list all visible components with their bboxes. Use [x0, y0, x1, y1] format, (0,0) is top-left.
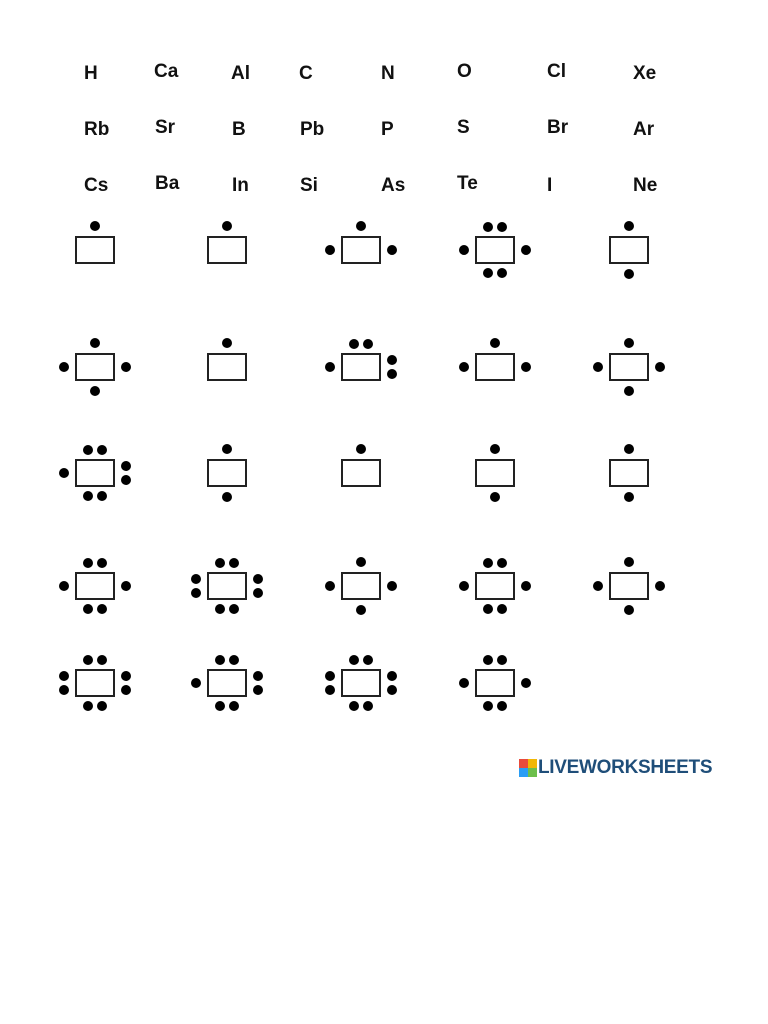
symbol-H: H	[84, 63, 98, 84]
valence-electron-dot	[121, 685, 131, 695]
valence-electron-dot	[90, 386, 100, 396]
valence-electron-dot	[215, 655, 225, 665]
answer-box[interactable]	[341, 236, 381, 264]
valence-electron-dot	[363, 655, 373, 665]
liveworksheets-logo	[519, 757, 712, 779]
valence-electron-dot	[483, 558, 493, 568]
valence-electron-dot	[521, 245, 531, 255]
valence-electron-dot	[229, 604, 239, 614]
valence-electron-dot	[387, 685, 397, 695]
answer-box[interactable]	[75, 236, 115, 264]
valence-electron-dot	[387, 355, 397, 365]
valence-electron-dot	[655, 581, 665, 591]
valence-electron-dot	[121, 461, 131, 471]
valence-electron-dot	[59, 581, 69, 591]
logo-square-blue	[519, 768, 528, 777]
valence-electron-dot	[222, 492, 232, 502]
symbol-C: C	[299, 63, 313, 84]
valence-electron-dot	[497, 268, 507, 278]
answer-box[interactable]	[207, 353, 247, 381]
valence-electron-dot	[356, 557, 366, 567]
valence-electron-dot	[97, 604, 107, 614]
valence-electron-dot	[459, 678, 469, 688]
valence-electron-dot	[325, 245, 335, 255]
answer-box[interactable]	[475, 236, 515, 264]
valence-electron-dot	[521, 362, 531, 372]
valence-electron-dot	[83, 655, 93, 665]
symbol-S: S	[457, 117, 470, 138]
answer-box[interactable]	[609, 236, 649, 264]
valence-electron-dot	[229, 655, 239, 665]
symbol-Br: Br	[547, 117, 569, 138]
answer-box[interactable]	[475, 459, 515, 487]
valence-electron-dot	[215, 604, 225, 614]
answer-box[interactable]	[609, 572, 649, 600]
answer-box[interactable]	[75, 669, 115, 697]
valence-electron-dot	[349, 655, 359, 665]
valence-electron-dot	[97, 558, 107, 568]
valence-electron-dot	[593, 581, 603, 591]
valence-electron-dot	[624, 492, 634, 502]
valence-electron-dot	[253, 574, 263, 584]
symbol-Ca: Ca	[154, 61, 179, 82]
valence-electron-dot	[363, 701, 373, 711]
valence-electron-dot	[83, 445, 93, 455]
valence-electron-dot	[349, 701, 359, 711]
valence-electron-dot	[483, 268, 493, 278]
valence-electron-dot	[387, 369, 397, 379]
valence-electron-dot	[490, 444, 500, 454]
symbol-Xe: Xe	[633, 63, 657, 84]
answer-box[interactable]	[341, 572, 381, 600]
valence-electron-dot	[490, 338, 500, 348]
valence-electron-dot	[655, 362, 665, 372]
valence-electron-dot	[459, 581, 469, 591]
logo-square-green	[528, 768, 537, 777]
symbol-O: O	[457, 61, 472, 82]
symbol-As: As	[381, 175, 406, 196]
symbol-N: N	[381, 63, 395, 84]
answer-box[interactable]	[207, 236, 247, 264]
valence-electron-dot	[59, 468, 69, 478]
liveworksheets-logo-icon	[519, 759, 537, 777]
valence-electron-dot	[624, 605, 634, 615]
answer-box[interactable]	[207, 669, 247, 697]
valence-electron-dot	[483, 222, 493, 232]
symbol-In: In	[232, 175, 249, 196]
valence-electron-dot	[497, 558, 507, 568]
valence-electron-dot	[325, 581, 335, 591]
valence-electron-dot	[325, 671, 335, 681]
valence-electron-dot	[356, 221, 366, 231]
valence-electron-dot	[483, 604, 493, 614]
logo-text: LIVEWORKSHEETS	[538, 757, 713, 778]
symbol-Al: Al	[231, 63, 250, 84]
valence-electron-dot	[121, 475, 131, 485]
valence-electron-dot	[90, 338, 100, 348]
answer-box[interactable]	[341, 459, 381, 487]
valence-electron-dot	[59, 362, 69, 372]
answer-box[interactable]	[341, 353, 381, 381]
answer-box[interactable]	[609, 353, 649, 381]
symbol-Ne: Ne	[633, 175, 658, 196]
valence-electron-dot	[387, 245, 397, 255]
valence-electron-dot	[121, 671, 131, 681]
symbol-Sr: Sr	[155, 117, 176, 138]
answer-box[interactable]	[475, 572, 515, 600]
valence-electron-dot	[90, 221, 100, 231]
valence-electron-dot	[97, 701, 107, 711]
valence-electron-dot	[363, 339, 373, 349]
valence-electron-dot	[121, 581, 131, 591]
valence-electron-dot	[83, 701, 93, 711]
valence-electron-dot	[97, 491, 107, 501]
valence-electron-dot	[624, 444, 634, 454]
valence-electron-dot	[624, 386, 634, 396]
valence-electron-dot	[593, 362, 603, 372]
valence-electron-dot	[222, 221, 232, 231]
valence-electron-dot	[521, 581, 531, 591]
valence-electron-dot	[59, 671, 69, 681]
symbol-Cs: Cs	[84, 175, 109, 196]
answer-box[interactable]	[475, 353, 515, 381]
valence-electron-dot	[624, 269, 634, 279]
symbol-Cl: Cl	[547, 61, 566, 82]
valence-electron-dot	[191, 574, 201, 584]
valence-electron-dot	[356, 605, 366, 615]
valence-electron-dot	[483, 655, 493, 665]
symbol-Te: Te	[457, 173, 478, 194]
valence-electron-dot	[459, 245, 469, 255]
valence-electron-dot	[624, 557, 634, 567]
valence-electron-dot	[624, 338, 634, 348]
valence-electron-dot	[325, 362, 335, 372]
symbol-Si: Si	[300, 175, 318, 196]
valence-electron-dot	[83, 558, 93, 568]
valence-electron-dot	[229, 701, 239, 711]
valence-electron-dot	[490, 492, 500, 502]
answer-box[interactable]	[475, 669, 515, 697]
logo-square-yellow	[528, 759, 537, 768]
answer-box[interactable]	[75, 353, 115, 381]
valence-electron-dot	[191, 678, 201, 688]
symbol-Ba: Ba	[155, 173, 180, 194]
valence-electron-dot	[97, 655, 107, 665]
valence-electron-dot	[253, 671, 263, 681]
valence-electron-dot	[215, 701, 225, 711]
valence-electron-dot	[97, 445, 107, 455]
valence-electron-dot	[229, 558, 239, 568]
valence-electron-dot	[497, 604, 507, 614]
symbol-P: P	[381, 119, 394, 140]
valence-electron-dot	[497, 222, 507, 232]
answer-box[interactable]	[207, 459, 247, 487]
valence-electron-dot	[83, 491, 93, 501]
answer-box[interactable]	[207, 572, 247, 600]
answer-box[interactable]	[75, 459, 115, 487]
valence-electron-dot	[253, 685, 263, 695]
valence-electron-dot	[624, 221, 634, 231]
valence-electron-dot	[59, 685, 69, 695]
symbol-I: I	[547, 175, 553, 196]
valence-electron-dot	[483, 701, 493, 711]
valence-electron-dot	[387, 581, 397, 591]
symbol-Pb: Pb	[300, 119, 325, 140]
answer-box[interactable]	[609, 459, 649, 487]
answer-box[interactable]	[75, 572, 115, 600]
valence-electron-dot	[83, 604, 93, 614]
answer-box[interactable]	[341, 669, 381, 697]
symbol-Ar: Ar	[633, 119, 655, 140]
logo-square-red	[519, 759, 528, 768]
symbol-Rb: Rb	[84, 119, 110, 140]
valence-electron-dot	[521, 678, 531, 688]
symbol-B: B	[232, 119, 246, 140]
valence-electron-dot	[459, 362, 469, 372]
valence-electron-dot	[121, 362, 131, 372]
valence-electron-dot	[356, 444, 366, 454]
valence-electron-dot	[387, 671, 397, 681]
valence-electron-dot	[253, 588, 263, 598]
valence-electron-dot	[497, 655, 507, 665]
valence-electron-dot	[222, 338, 232, 348]
valence-electron-dot	[191, 588, 201, 598]
valence-electron-dot	[222, 444, 232, 454]
valence-electron-dot	[497, 701, 507, 711]
valence-electron-dot	[349, 339, 359, 349]
valence-electron-dot	[215, 558, 225, 568]
valence-electron-dot	[325, 685, 335, 695]
